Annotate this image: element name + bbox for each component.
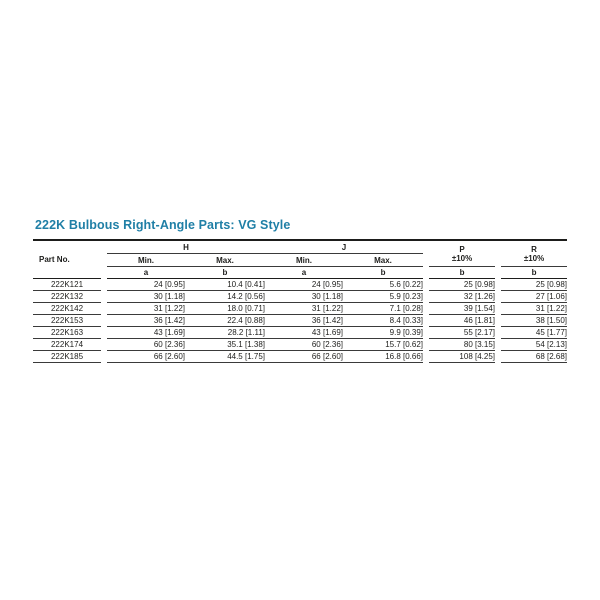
cell-p: 55 [2.17] [429, 327, 495, 339]
table-row [33, 351, 567, 363]
note-j-max: b [343, 267, 423, 279]
table-row [33, 339, 567, 351]
cell-j-min: 43 [1.69] [265, 327, 343, 339]
cell-j-min: 31 [1.22] [265, 303, 343, 315]
note-p: b [429, 267, 495, 279]
header-gap [423, 254, 429, 267]
cell-p: 108 [4.25] [429, 351, 495, 363]
cell-j-max: 9.9 [0.39] [343, 327, 423, 339]
p-tolerance: ±10% [451, 253, 473, 263]
cell-h-min: 30 [1.18] [107, 291, 185, 303]
cell-j-min: 24 [0.95] [265, 279, 343, 291]
cell-part-no: 222K153 [33, 315, 101, 327]
column-group-j: J [265, 240, 423, 254]
cell-p: 46 [1.81] [429, 315, 495, 327]
cell-h-max: 14.2 [0.56] [185, 291, 265, 303]
column-header-j-max: Max. [343, 254, 423, 267]
cell-h-max: 18.0 [0.71] [185, 303, 265, 315]
column-header-j-min: Min. [265, 254, 343, 267]
cell-j-min: 30 [1.18] [265, 291, 343, 303]
p-header-stack [452, 245, 472, 263]
cell-h-max: 28.2 [1.11] [185, 327, 265, 339]
column-header-h-min: Min. [107, 254, 185, 267]
cell-h-min: 24 [0.95] [107, 279, 185, 291]
cell-h-max: 10.4 [0.41] [185, 279, 265, 291]
cell-part-no: 222K132 [33, 291, 101, 303]
cell-r: 54 [2.13] [501, 339, 567, 351]
cell-r: 31 [1.22] [501, 303, 567, 315]
header-row-groups [33, 240, 567, 254]
note-r: b [501, 267, 567, 279]
note-j-min: a [265, 267, 343, 279]
cell-r: 27 [1.06] [501, 291, 567, 303]
table-row [33, 279, 567, 291]
table-title: 222K Bulbous Right-Angle Parts: VG Style [35, 218, 291, 232]
r-tolerance: ±10% [523, 253, 545, 263]
r-label: R [531, 244, 537, 254]
cell-h-min: 43 [1.69] [107, 327, 185, 339]
r-header-stack [524, 245, 544, 263]
header-gap [495, 254, 501, 267]
cell-r: 68 [2.68] [501, 351, 567, 363]
cell-h-min: 36 [1.42] [107, 315, 185, 327]
column-header-r [501, 240, 567, 267]
cell-h-max: 22.4 [0.88] [185, 315, 265, 327]
cell-j-max: 5.6 [0.22] [343, 279, 423, 291]
cell-j-max: 5.9 [0.23] [343, 291, 423, 303]
spec-document [33, 218, 567, 363]
cell-h-max: 44.5 [1.75] [185, 351, 265, 363]
cell-h-max: 35.1 [1.38] [185, 339, 265, 351]
cell-part-no: 222K174 [33, 339, 101, 351]
cell-j-min: 36 [1.42] [265, 315, 343, 327]
cell-j-max: 7.1 [0.28] [343, 303, 423, 315]
cell-h-min: 60 [2.36] [107, 339, 185, 351]
parts-table-body [33, 279, 567, 363]
cell-r: 38 [1.50] [501, 315, 567, 327]
cell-j-max: 8.4 [0.33] [343, 315, 423, 327]
column-header-h-max: Max. [185, 254, 265, 267]
cell-p: 32 [1.26] [429, 291, 495, 303]
cell-r: 25 [0.98] [501, 279, 567, 291]
cell-j-max: 15.7 [0.62] [343, 339, 423, 351]
cell-part-no: 222K163 [33, 327, 101, 339]
cell-j-min: 60 [2.36] [265, 339, 343, 351]
cell-j-min: 66 [2.60] [265, 351, 343, 363]
p-label: P [459, 244, 465, 254]
cell-p: 39 [1.54] [429, 303, 495, 315]
part-no-label: Part No. [39, 255, 70, 264]
column-header-part-no [33, 240, 101, 279]
cell-h-min: 31 [1.22] [107, 303, 185, 315]
column-group-h: H [107, 240, 265, 254]
table-row [33, 315, 567, 327]
cell-r: 45 [1.77] [501, 327, 567, 339]
table-row [33, 291, 567, 303]
note-h-min: a [107, 267, 185, 279]
cell-part-no: 222K121 [33, 279, 101, 291]
cell-h-min: 66 [2.60] [107, 351, 185, 363]
table-row [33, 327, 567, 339]
note-h-max: b [185, 267, 265, 279]
cell-part-no: 222K142 [33, 303, 101, 315]
table-row [33, 303, 567, 315]
cell-p: 80 [3.15] [429, 339, 495, 351]
parts-table [33, 239, 567, 363]
cell-p: 25 [0.98] [429, 279, 495, 291]
cell-j-max: 16.8 [0.66] [343, 351, 423, 363]
cell-part-no: 222K185 [33, 351, 101, 363]
header-row-notes [33, 267, 567, 279]
column-header-p [429, 240, 495, 267]
